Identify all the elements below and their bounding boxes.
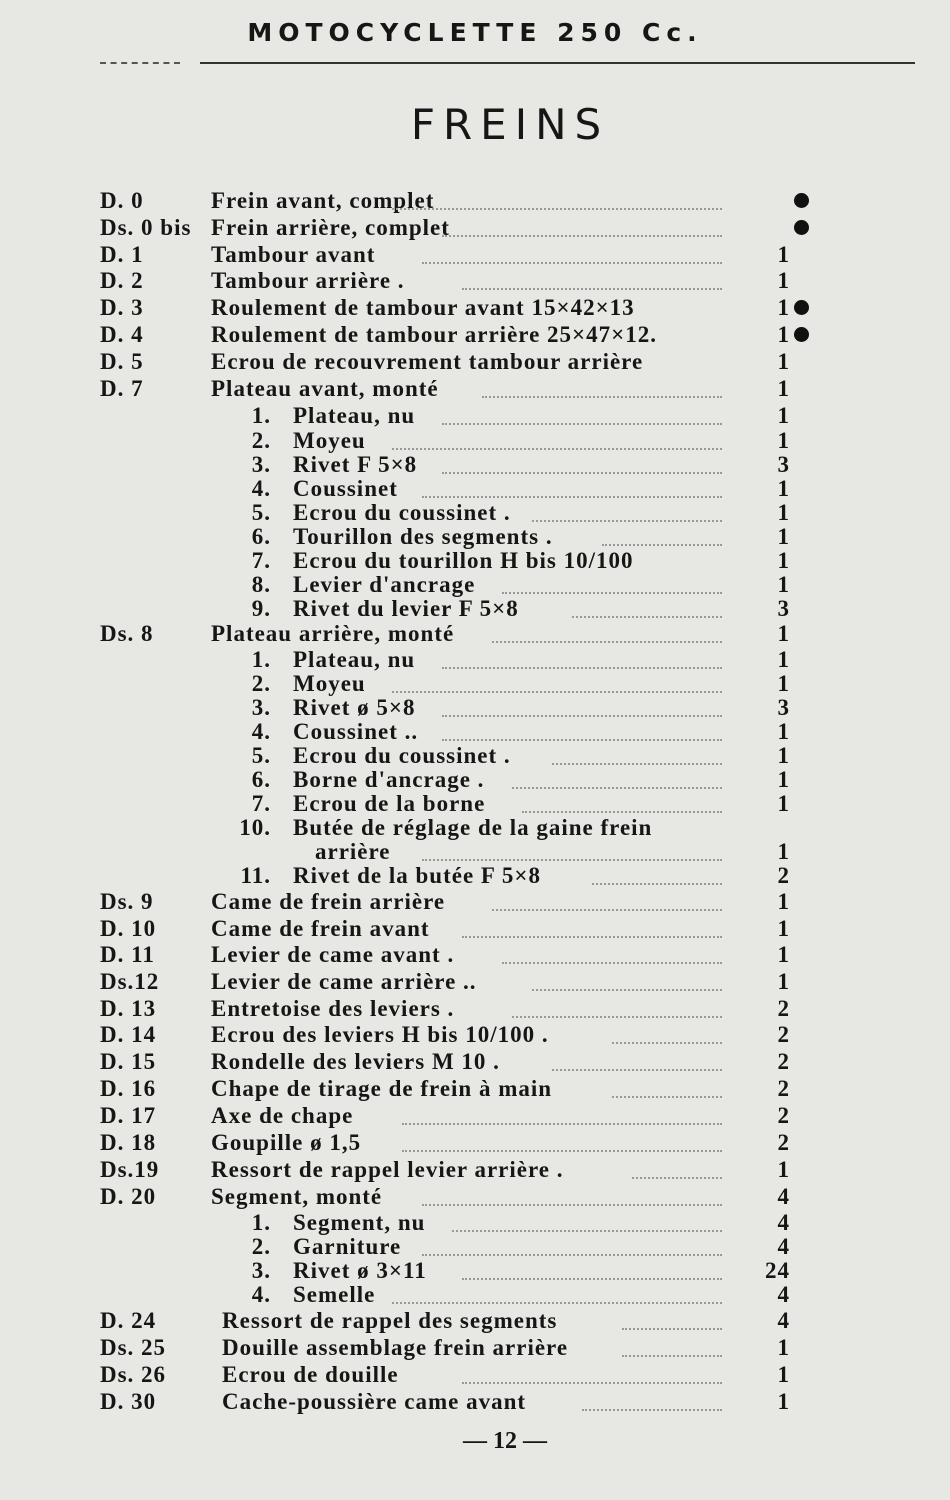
sub-item-number: 11. — [240, 863, 271, 888]
dot-leader — [452, 1210, 722, 1232]
sub-item-number: 3. — [251, 1258, 271, 1283]
dot-leader — [502, 942, 722, 964]
parts-row — [0, 1184, 950, 1210]
parts-row — [0, 524, 950, 550]
part-quantity: 2 — [777, 1049, 790, 1074]
parts-row — [0, 376, 950, 402]
part-quantity: 1 — [777, 376, 790, 401]
bullet-marker-icon — [794, 327, 809, 342]
dot-leader — [622, 1308, 722, 1330]
part-quantity: 1 — [777, 1335, 790, 1360]
parts-row — [0, 349, 950, 375]
dot-leader — [462, 1362, 722, 1384]
part-code: Ds. 8 — [100, 621, 154, 646]
dot-leader — [462, 1258, 722, 1280]
parts-row — [0, 548, 950, 574]
parts-row — [0, 1234, 950, 1260]
header-rule-left — [100, 62, 180, 64]
parts-row — [0, 428, 950, 454]
part-quantity: 1 — [777, 476, 790, 501]
bullet-marker-icon — [794, 220, 809, 235]
dot-leader — [402, 1103, 722, 1125]
dot-leader — [512, 996, 722, 1018]
part-code: D. 7 — [100, 376, 144, 401]
parts-row — [0, 671, 950, 697]
dot-leader — [482, 376, 722, 398]
parts-row — [0, 996, 950, 1022]
parts-row — [0, 1282, 950, 1308]
part-code: D. 13 — [100, 996, 157, 1021]
parts-row — [0, 572, 950, 598]
sub-item-number: 1. — [251, 1210, 271, 1235]
part-code: D. 16 — [100, 1076, 157, 1101]
part-description: Ecrou du tourillon H bis 10/100 — [293, 548, 634, 573]
parts-row — [0, 1130, 950, 1156]
sub-item-number: 7. — [251, 548, 271, 573]
dot-leader — [492, 889, 722, 911]
dot-leader — [552, 743, 722, 765]
sub-item-number: 6. — [251, 524, 271, 549]
part-quantity: 1 — [777, 1157, 790, 1182]
part-description: Ressort de rappel des segments — [222, 1308, 558, 1333]
parts-row — [0, 815, 950, 841]
dot-leader — [522, 791, 722, 813]
sub-item-number: 4. — [251, 476, 271, 501]
parts-row — [0, 1258, 950, 1284]
part-description: Moyeu — [293, 428, 366, 453]
part-code: D. 5 — [100, 349, 144, 374]
dot-leader — [582, 1389, 722, 1411]
part-description: Frein avant, complet — [211, 188, 435, 213]
parts-row — [0, 268, 950, 294]
parts-row — [0, 596, 950, 622]
part-quantity: 1 — [777, 719, 790, 744]
parts-row — [0, 322, 950, 348]
part-description: Semelle — [293, 1282, 376, 1307]
part-quantity: 4 — [777, 1234, 790, 1259]
part-quantity: 1 — [777, 839, 790, 864]
part-description: Segment, nu — [293, 1210, 426, 1235]
part-description: Rivet ø 3×11 — [293, 1258, 427, 1283]
part-code: Ds. 9 — [100, 889, 154, 914]
part-code: D. 3 — [100, 295, 144, 320]
part-code: D. 20 — [100, 1184, 157, 1209]
part-code: D. 2 — [100, 268, 144, 293]
sub-item-number: 8. — [251, 572, 271, 597]
part-description: Ecrou de douille — [222, 1362, 399, 1387]
part-quantity: 2 — [777, 996, 790, 1021]
part-description: Rivet F 5×8 — [293, 452, 418, 477]
part-quantity: 1 — [777, 889, 790, 914]
part-quantity: 1 — [777, 548, 790, 573]
part-quantity: 1 — [777, 916, 790, 941]
part-quantity: 1 — [777, 621, 790, 646]
part-code: Ds. 0 bis — [100, 215, 192, 240]
part-code: D. 24 — [100, 1308, 157, 1333]
part-description: Came de frein avant — [211, 916, 430, 941]
part-quantity: 1 — [777, 242, 790, 267]
dot-leader — [552, 1049, 722, 1071]
sub-item-number: 1. — [251, 647, 271, 672]
part-description: Tambour avant — [211, 242, 376, 267]
page-number: — 12 — — [463, 1428, 547, 1454]
dot-leader — [532, 969, 722, 991]
part-quantity: 1 — [777, 671, 790, 696]
part-quantity: 1 — [777, 428, 790, 453]
dot-leader — [572, 596, 722, 618]
sub-item-number: 4. — [251, 719, 271, 744]
part-description: Ecrou de recouvrement tambour arrière — [211, 349, 644, 374]
part-description: Ecrou de la borne — [293, 791, 486, 816]
dot-leader — [422, 242, 722, 264]
part-description: Rivet ø 5×8 — [293, 695, 416, 720]
part-description: Tambour arrière . — [211, 268, 405, 293]
part-code: D. 4 — [100, 322, 144, 347]
part-quantity: 2 — [777, 1103, 790, 1128]
parts-row — [0, 719, 950, 745]
section-title: FREINS — [410, 100, 610, 149]
part-code: D. 30 — [100, 1389, 157, 1414]
header-rule-right — [200, 62, 915, 64]
part-quantity: 1 — [777, 1389, 790, 1414]
part-description: Rivet du levier F 5×8 — [293, 596, 519, 621]
part-description: Tourillon des segments . — [293, 524, 553, 549]
part-quantity: 2 — [777, 1130, 790, 1155]
parts-row — [0, 1157, 950, 1183]
part-description: Borne d'ancrage . — [293, 767, 485, 792]
parts-row — [0, 452, 950, 478]
sub-item-number: 5. — [251, 743, 271, 768]
parts-row — [0, 647, 950, 673]
sub-item-number: 2. — [251, 1234, 271, 1259]
parts-row — [0, 1335, 950, 1361]
part-quantity: 3 — [777, 596, 790, 621]
dot-leader — [422, 839, 722, 861]
parts-row — [0, 969, 950, 995]
part-quantity: 1 — [777, 743, 790, 768]
part-code: D. 17 — [100, 1103, 157, 1128]
dot-leader — [512, 767, 722, 789]
parts-row — [0, 839, 950, 865]
part-description: Coussinet — [293, 476, 398, 501]
part-code: Ds. 25 — [100, 1335, 167, 1360]
dot-leader — [442, 647, 722, 669]
part-code: D. 14 — [100, 1022, 157, 1047]
part-quantity: 1 — [777, 500, 790, 525]
parts-row — [0, 1049, 950, 1075]
sub-item-number: 9. — [251, 596, 271, 621]
dot-leader — [442, 452, 722, 474]
part-description: Garniture — [293, 1234, 402, 1259]
part-quantity: 2 — [777, 863, 790, 888]
bullet-marker-icon — [794, 300, 809, 315]
parts-row — [0, 215, 950, 241]
part-quantity: 4 — [777, 1210, 790, 1235]
sub-item-number: 4. — [251, 1282, 271, 1307]
parts-row — [0, 188, 950, 214]
part-quantity: 3 — [777, 695, 790, 720]
part-code: D. 10 — [100, 916, 157, 941]
part-quantity: 1 — [777, 295, 790, 320]
parts-row — [0, 1362, 950, 1388]
part-description: Levier de came arrière .. — [211, 969, 477, 994]
sub-item-number: 2. — [251, 671, 271, 696]
parts-row — [0, 1076, 950, 1102]
dot-leader — [422, 1184, 722, 1206]
parts-row — [0, 403, 950, 429]
dot-leader — [492, 621, 722, 643]
part-quantity: 1 — [777, 524, 790, 549]
bullet-marker-icon — [794, 193, 809, 208]
dot-leader — [402, 1130, 722, 1152]
dot-leader — [392, 671, 722, 693]
dot-leader — [462, 916, 722, 938]
dot-leader — [602, 524, 722, 546]
sub-item-number: 7. — [251, 791, 271, 816]
parts-row — [0, 767, 950, 793]
part-description: Douille assemblage frein arrière — [222, 1335, 569, 1360]
part-description: Segment, monté — [211, 1184, 383, 1209]
sub-item-number: 2. — [251, 428, 271, 453]
parts-row — [0, 889, 950, 915]
sub-item-number: 1. — [251, 403, 271, 428]
part-description: Levier de came avant . — [211, 942, 455, 967]
part-description: Plateau arrière, monté — [211, 621, 455, 646]
part-description: Plateau avant, monté — [211, 376, 439, 401]
parts-row — [0, 1210, 950, 1236]
dot-leader — [632, 1157, 722, 1179]
part-description: Came de frein arrière — [211, 889, 446, 914]
part-quantity: 1 — [777, 1362, 790, 1387]
part-code: Ds.12 — [100, 969, 160, 994]
parts-row — [0, 1389, 950, 1415]
parts-row — [0, 295, 950, 321]
parts-row — [0, 621, 950, 647]
part-quantity: 1 — [777, 767, 790, 792]
parts-row — [0, 743, 950, 769]
parts-row — [0, 1103, 950, 1129]
page-header: MOTOCYCLETTE 250 Cc. — [247, 18, 703, 47]
part-description: Ecrou des leviers H bis 10/100 . — [211, 1022, 549, 1047]
parts-row — [0, 695, 950, 721]
part-description: Rondelle des leviers M 10 . — [211, 1049, 500, 1074]
dot-leader — [442, 719, 722, 741]
dot-leader — [392, 428, 722, 450]
sub-item-number: 6. — [251, 767, 271, 792]
part-code: D. 15 — [100, 1049, 157, 1074]
part-code: D. 18 — [100, 1130, 157, 1155]
part-quantity: 1 — [777, 322, 790, 347]
part-description: Ecrou du coussinet . — [293, 500, 511, 525]
part-quantity: 1 — [777, 403, 790, 428]
part-description: Frein arrière, complet — [211, 215, 450, 240]
part-code: D. 0 — [100, 188, 144, 213]
dot-leader — [532, 500, 722, 522]
part-quantity: 1 — [777, 969, 790, 994]
dot-leader — [442, 215, 722, 237]
part-quantity: 4 — [777, 1308, 790, 1333]
dot-leader — [442, 403, 722, 425]
dot-leader — [612, 1076, 722, 1098]
part-description: Entretoise des leviers . — [211, 996, 455, 1021]
dot-leader — [592, 863, 722, 885]
dot-leader — [392, 188, 722, 210]
part-quantity: 4 — [777, 1282, 790, 1307]
part-quantity: 1 — [777, 349, 790, 374]
part-description: Axe de chape — [211, 1103, 354, 1128]
part-quantity: 3 — [777, 452, 790, 477]
part-quantity: 2 — [777, 1022, 790, 1047]
part-description: Rivet de la butée F 5×8 — [293, 863, 541, 888]
part-description: Ressort de rappel levier arrière . — [211, 1157, 564, 1182]
part-code: Ds.19 — [100, 1157, 160, 1182]
part-code: D. 11 — [100, 942, 155, 967]
part-code: Ds. 26 — [100, 1362, 167, 1387]
part-description: Butée de réglage de la gaine frein — [293, 815, 653, 840]
dot-leader — [392, 1282, 722, 1304]
part-description: Plateau, nu — [293, 647, 416, 672]
dot-leader — [422, 1234, 722, 1256]
part-description: Cache-poussière came avant — [222, 1389, 527, 1414]
part-quantity: 24 — [765, 1258, 790, 1283]
part-description: Coussinet .. — [293, 719, 419, 744]
part-description: Goupille ø 1,5 — [211, 1130, 362, 1155]
parts-row — [0, 791, 950, 817]
part-quantity: 2 — [777, 1076, 790, 1101]
dot-leader — [502, 572, 722, 594]
parts-row — [0, 476, 950, 502]
sub-item-number: 3. — [251, 695, 271, 720]
parts-row — [0, 942, 950, 968]
sub-item-number: 3. — [251, 452, 271, 477]
part-quantity: 1 — [777, 942, 790, 967]
part-description: Roulement de tambour arrière 25×47×12. — [211, 322, 657, 347]
part-description: arrière — [315, 839, 391, 864]
dot-leader — [612, 1022, 722, 1044]
parts-row — [0, 1022, 950, 1048]
parts-row — [0, 242, 950, 268]
parts-row — [0, 863, 950, 889]
dot-leader — [442, 695, 722, 717]
part-description: Plateau, nu — [293, 403, 416, 428]
parts-row — [0, 500, 950, 526]
parts-row — [0, 916, 950, 942]
part-quantity: 1 — [777, 647, 790, 672]
sub-item-number: 5. — [251, 500, 271, 525]
part-description: Ecrou du coussinet . — [293, 743, 511, 768]
part-description: Chape de tirage de frein à main — [211, 1076, 553, 1101]
sub-item-number: 10. — [239, 815, 271, 840]
parts-row — [0, 1308, 950, 1334]
part-quantity: 1 — [777, 268, 790, 293]
part-description: Roulement de tambour avant 15×42×13 — [211, 295, 635, 320]
part-description: Levier d'ancrage — [293, 572, 476, 597]
part-quantity: 4 — [777, 1184, 790, 1209]
dot-leader — [462, 268, 722, 290]
part-description: Moyeu — [293, 671, 366, 696]
dot-leader — [422, 476, 722, 498]
part-code: D. 1 — [100, 242, 144, 267]
part-quantity: 1 — [777, 572, 790, 597]
part-quantity: 1 — [777, 791, 790, 816]
dot-leader — [622, 1335, 722, 1357]
